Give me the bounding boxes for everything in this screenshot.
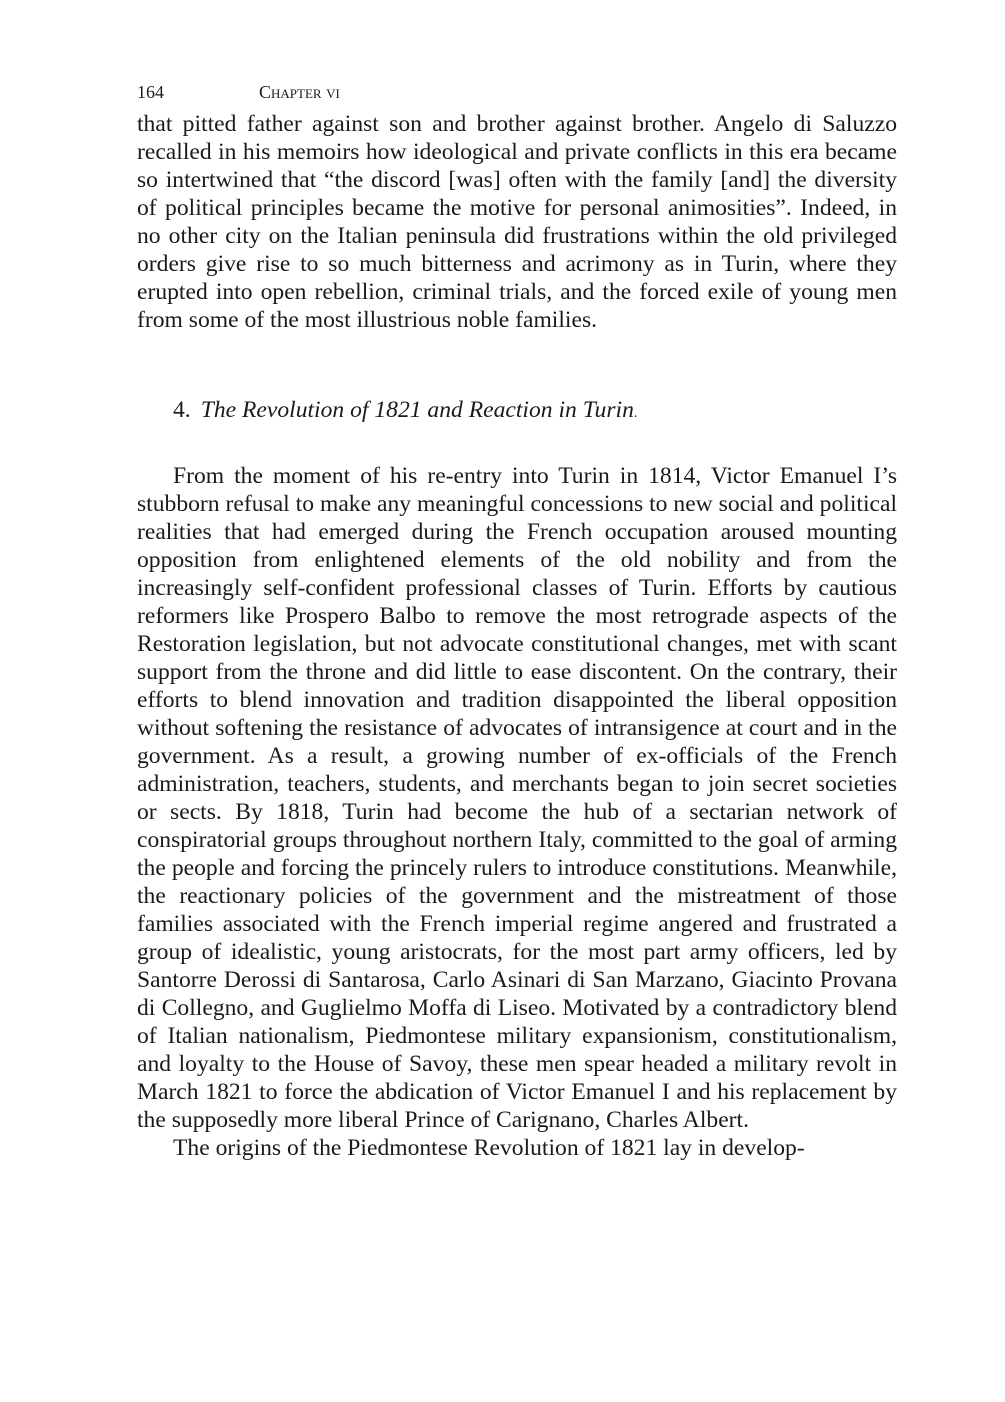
- page-number: 164: [137, 82, 164, 102]
- section-number: 4.: [173, 397, 191, 423]
- section-heading: [173, 396, 897, 428]
- continuation-paragraph: that pitted father against son and brother against brother. Angelo di Saluzzo recalled in his memoirs how ideological and private conflicts in this era became so intertwined that “the discord [was] often with the family [and] the diversity of political principles became the motive for personal animosities”. Indeed, in no other city on the Italian peninsula did frustrations within the old privileged orders give rise to so much bitterness and acrimony as in Turin, where they erupted into open rebellion, criminal trials, and the forced exile of young men from some of the most illustrious noble families.: [137, 111, 897, 333]
- paragraph-1: From the moment of his re-entry into Turin in 1814, Victor Emanuel I’s stubborn refusal to make any meaningful concessions to new social and political realities that had emerged during the French occupation aroused mounting opposition from enlightened elements of the old nobility and from the increasingly self-confident professional classes of Turin. Efforts by cautious reformers like Prospero Balbo to remove the most retrograde aspects of the Restoration legislation, but not advocate constitutional changes, met with scant support from the throne and did little to ease discontent. On the contrary, their efforts to blend innovation and tradition disappointed the liberal opposition without softening the resistance of advocates of intransigence at court and in the government. As a result, a growing number of ex-officials of the French administration, teachers, students, and merchants began to join secret societies or sects. By 1818, Turin had become the hub of a sectarian network of conspiratorial groups throughout northern Italy, committed to the goal of arming the people and forcing the princely rulers to introduce constitutions. Meanwhile, the reactionary policies of the government and the mistreatment of those families associated with the French imperial regime angered and frustrated a group of idealistic, young aristocrats, for the most part army officers, led by Santorre Derossi di Santarosa, Carlo Asinari di San Marzano, Giacinto Provana di Collegno, and Guglielmo Moffa di Liseo. Motivated by a contradictory blend of Italian nationalism, Piedmontese military expansionism, constitutionalism, and loyalty to the House of Savoy, these men spear headed a military revolt in March 1821 to force the abdication of Victor Emanuel I and his replacement by the supposedly more liberal Prince of Carignano, Charles Albert.: [137, 463, 897, 1133]
- paragraph-2: The origins of the Piedmontese Revolution of 1821 lay in develop-: [173, 1135, 805, 1161]
- chapter-title: Chapter vi: [259, 82, 340, 102]
- section-title-period: .: [633, 406, 638, 421]
- running-head: [137, 78, 897, 110]
- body-text: [137, 110, 897, 1162]
- section-title: The Revolution of 1821 and Reaction in Turin: [200, 397, 634, 423]
- book-page: [137, 78, 897, 1162]
